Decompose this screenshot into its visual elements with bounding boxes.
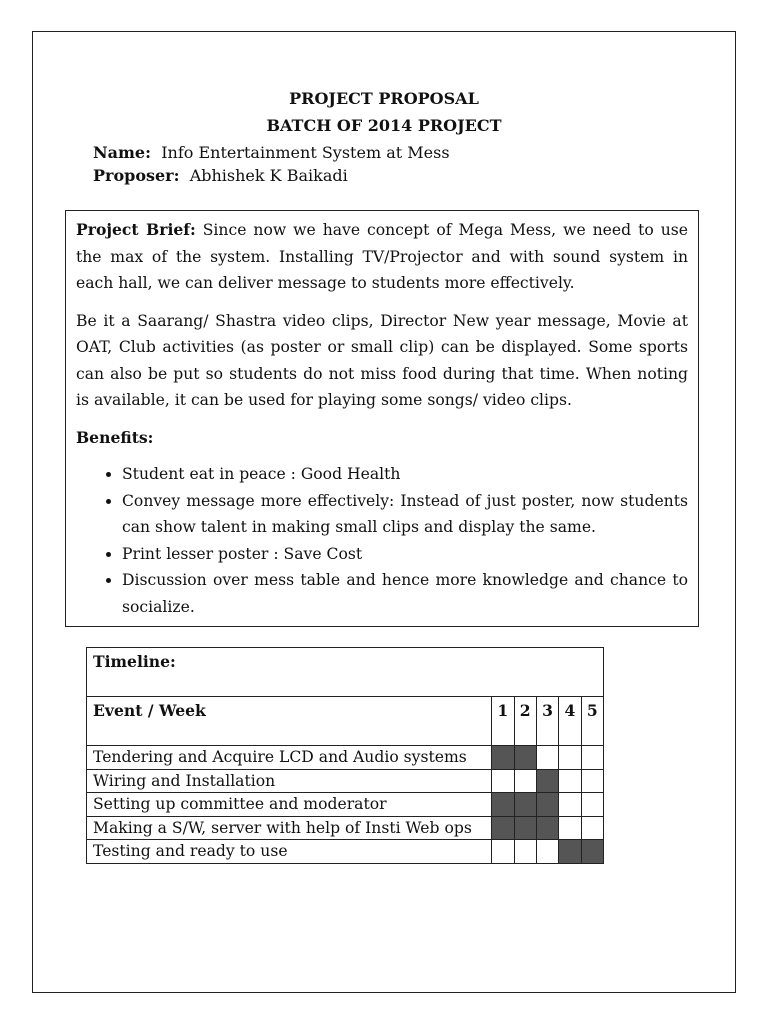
timeline-body [87, 746, 604, 864]
document-title: PROJECT PROPOSAL [289, 89, 479, 108]
week-header: 5 [581, 697, 603, 746]
benefits-list [76, 461, 688, 620]
project-name-line [93, 143, 450, 162]
timeline-row [87, 746, 604, 770]
timeline-cell-filled [581, 840, 603, 864]
benefits-label: Benefits: [76, 427, 154, 447]
timeline-cell-filled [492, 746, 514, 770]
document-subtitle: BATCH OF 2014 PROJECT [266, 116, 502, 135]
timeline-cell-filled [492, 816, 514, 840]
name-label: Name: [93, 143, 152, 162]
week-header: 4 [559, 697, 581, 746]
timeline-cell-empty [492, 840, 514, 864]
week-header: 2 [514, 697, 536, 746]
timeline-cell-empty [536, 840, 558, 864]
timeline-title-row [87, 648, 604, 697]
benefit-item: • Convey message more effectively: Instead of just poster, now students can show talent in making small clips and display the same. [122, 488, 688, 541]
timeline-row [87, 840, 604, 864]
event-week-header: Event / Week [87, 697, 492, 746]
benefit-item: • Student eat in peace : Good Health [122, 461, 688, 488]
timeline-event: Making a S/W, server with help of Insti Web ops [87, 816, 492, 840]
brief-text-1: Since now we have concept of Mega Mess, we need to use the max of the system. Installing TV/Projector and with sound system in each hall, we can deliver message to students more effectively. [76, 221, 688, 292]
brief-paragraph-2: Be it a Saarang/ Shastra video clips, Director New year message, Movie at OAT, Club activities (as poster or small clip) can be displayed. Some sports can also be put so students do not miss food during that time. When noting is available, it can be used for playing some songs/ video clips. [76, 311, 688, 409]
timeline-cell-empty [559, 769, 581, 793]
proposer-label: Proposer: [93, 166, 180, 185]
timeline-row [87, 793, 604, 817]
week-header: 1 [492, 697, 514, 746]
brief-label: Project Brief: [76, 220, 196, 239]
timeline-cell-empty [581, 746, 603, 770]
timeline-title: Timeline: [87, 648, 604, 697]
timeline-cell-empty [581, 816, 603, 840]
benefits-heading [76, 425, 688, 452]
timeline-cell-empty [514, 769, 536, 793]
timeline-cell-filled [514, 816, 536, 840]
timeline-event: Tendering and Acquire LCD and Audio systems [87, 746, 492, 770]
timeline-cell-empty [514, 840, 536, 864]
timeline-cell-empty [559, 746, 581, 770]
timeline-cell-empty [559, 793, 581, 817]
name-value: Info Entertainment System at Mess [161, 143, 450, 162]
timeline-cell-filled [536, 769, 558, 793]
proposer-value: Abhishek K Baikadi [189, 166, 348, 185]
timeline-cell-empty [559, 816, 581, 840]
benefit-item: • Print lesser poster : Save Cost [122, 541, 688, 568]
benefit-item: • Discussion over mess table and hence more knowledge and chance to socialize. [122, 567, 688, 620]
timeline-cell-empty [581, 769, 603, 793]
timeline-cell-filled [492, 793, 514, 817]
timeline-cell-filled [536, 816, 558, 840]
timeline-cell-empty [492, 769, 514, 793]
timeline-event: Wiring and Installation [87, 769, 492, 793]
brief-paragraph-1 [76, 217, 688, 297]
timeline-event: Setting up committee and moderator [87, 793, 492, 817]
timeline-header-row [87, 697, 604, 746]
timeline-cell-empty [536, 746, 558, 770]
timeline-row [87, 769, 604, 793]
timeline-cell-empty [581, 793, 603, 817]
project-brief-box [65, 210, 699, 627]
timeline-table [86, 647, 604, 864]
timeline-row [87, 816, 604, 840]
timeline-cell-filled [514, 746, 536, 770]
timeline-cell-filled [514, 793, 536, 817]
proposer-line [93, 166, 348, 185]
timeline-event: Testing and ready to use [87, 840, 492, 864]
week-header: 3 [536, 697, 558, 746]
timeline-cell-filled [559, 840, 581, 864]
timeline-cell-filled [536, 793, 558, 817]
